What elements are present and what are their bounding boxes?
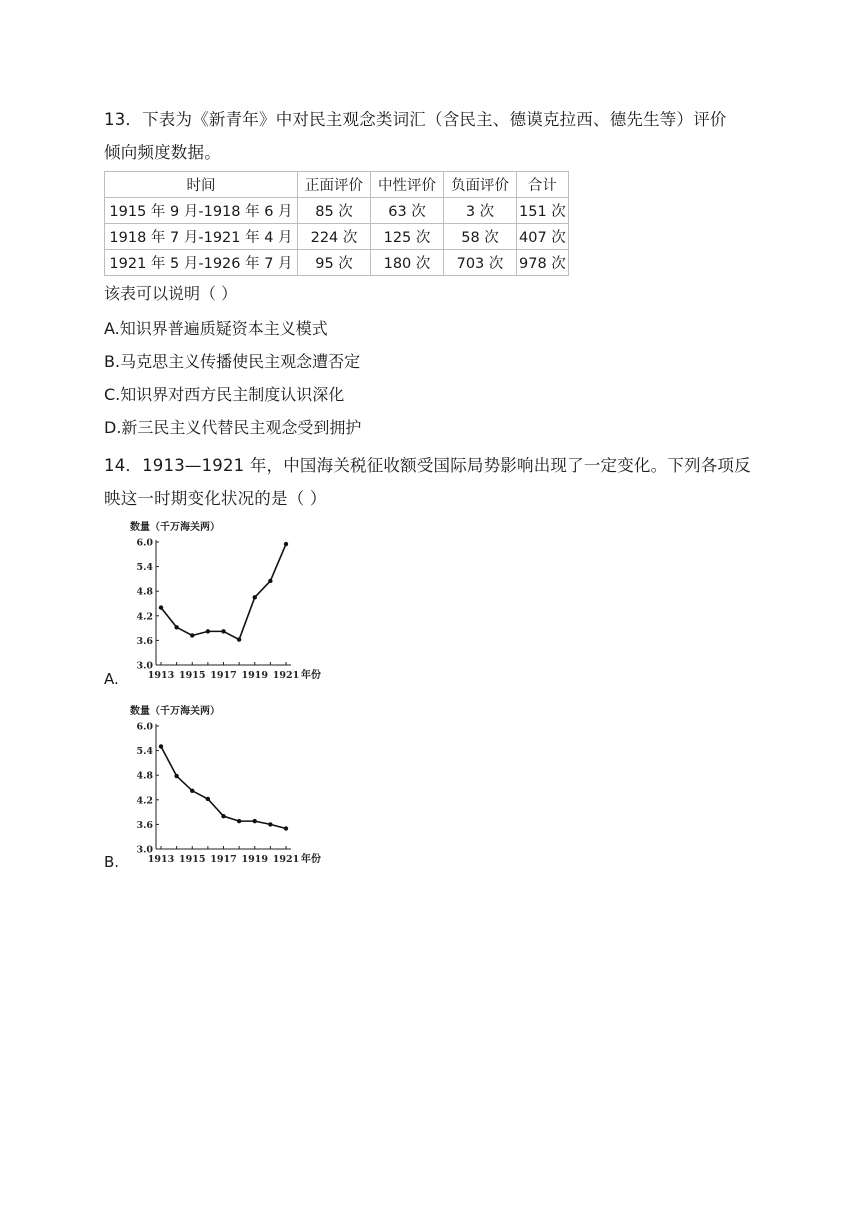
- question-13-prompt: 该表可以说明（ ）: [104, 284, 238, 303]
- y-tick-label: 5.4: [136, 746, 153, 758]
- chart-a-label: A.: [104, 670, 119, 688]
- data-point: [206, 629, 210, 633]
- table-cell: 125 次: [371, 224, 444, 250]
- y-tick-label: 3.6: [136, 635, 153, 647]
- option-b: B.马克思主义传播使民主观念遭否定: [104, 352, 361, 371]
- x-tick-label: 1917: [210, 854, 237, 865]
- data-point: [190, 789, 194, 793]
- y-tick-label: 4.2: [136, 611, 153, 623]
- data-point: [268, 822, 272, 826]
- table-row: [105, 250, 569, 276]
- y-tick-label: 3.0: [136, 660, 153, 672]
- data-point: [253, 595, 257, 599]
- table-cell: 978 次: [517, 250, 569, 276]
- table-cell: 3 次: [444, 198, 517, 224]
- x-tick-label: 1921: [272, 854, 300, 865]
- data-point: [268, 579, 272, 583]
- y-tick-label: 4.8: [136, 586, 153, 598]
- data-point: [221, 629, 225, 633]
- data-point: [159, 744, 163, 748]
- table-cell: 180 次: [371, 250, 444, 276]
- header-negative: 负面评价: [444, 172, 517, 198]
- table-cell: 703 次: [444, 250, 517, 276]
- y-axis-label: 数量（千万海关两）: [130, 522, 220, 533]
- series-line: [161, 544, 286, 640]
- data-point: [237, 637, 241, 641]
- table-cell: 407 次: [517, 224, 569, 250]
- x-axis-label: 年份: [301, 854, 321, 865]
- table-cell: 151 次: [517, 198, 569, 224]
- question-13-stem-line1: 13．下表为《新青年》中对民主观念类词汇（含民主、德谟克拉西、德先生等）评价: [104, 110, 727, 129]
- chart-b-label: B.: [104, 853, 120, 871]
- y-tick-label: 3.6: [136, 819, 153, 831]
- data-point: [253, 819, 257, 823]
- header-time: 时间: [105, 172, 298, 198]
- y-tick-label: 4.2: [136, 795, 153, 807]
- chart-option-a: [126, 518, 336, 688]
- question-14-stem-line1: 14．1913—1921 年，中国海关税征收额受国际局势影响出现了一定变化。下列各项反: [104, 456, 751, 475]
- data-point: [284, 826, 288, 830]
- table-cell: 95 次: [298, 250, 371, 276]
- y-tick-label: 4.8: [136, 770, 153, 782]
- table-cell: 224 次: [298, 224, 371, 250]
- chart-option-b: [126, 702, 336, 872]
- table-cell: 1915 年 9 月-1918 年 6 月: [105, 198, 298, 224]
- x-tick-label: 1913: [147, 854, 175, 865]
- y-tick-label: 3.0: [136, 844, 153, 856]
- data-point: [159, 605, 163, 609]
- data-point: [237, 819, 241, 823]
- data-point: [221, 814, 225, 818]
- x-tick-label: 1915: [179, 670, 206, 681]
- table-header-row: [105, 172, 569, 198]
- option-a: A.知识界普遍质疑资本主义模式: [104, 319, 328, 338]
- y-tick-label: 6.0: [136, 721, 153, 733]
- x-tick-label: 1913: [147, 670, 175, 681]
- frequency-table: [104, 171, 569, 276]
- header-total: 合计: [517, 172, 569, 198]
- data-point: [174, 774, 178, 778]
- table-cell: 58 次: [444, 224, 517, 250]
- x-tick-label: 1917: [210, 670, 237, 681]
- table-cell: 1918 年 7 月-1921 年 4 月: [105, 224, 298, 250]
- data-point: [206, 797, 210, 801]
- option-c: C.知识界对西方民主制度认识深化: [104, 385, 345, 404]
- y-axis-label: 数量（千万海关两）: [130, 706, 220, 717]
- x-tick-label: 1921: [272, 670, 300, 681]
- option-d: D.新三民主义代替民主观念受到拥护: [104, 418, 362, 437]
- data-point: [284, 542, 288, 546]
- x-tick-label: 1919: [241, 854, 268, 865]
- table-row: [105, 224, 569, 250]
- header-positive: 正面评价: [298, 172, 371, 198]
- table-cell: 63 次: [371, 198, 444, 224]
- y-tick-label: 5.4: [136, 562, 153, 574]
- y-tick-label: 6.0: [136, 537, 153, 549]
- x-tick-label: 1915: [179, 854, 206, 865]
- x-tick-label: 1919: [241, 670, 268, 681]
- table-row: [105, 198, 569, 224]
- data-point: [174, 625, 178, 629]
- x-axis-label: 年份: [301, 670, 321, 681]
- table-cell: 85 次: [298, 198, 371, 224]
- data-point: [190, 633, 194, 637]
- question-14-stem-line2: 映这一时期变化状况的是（ ）: [104, 489, 327, 508]
- table-cell: 1921 年 5 月-1926 年 7 月: [105, 250, 298, 276]
- header-neutral: 中性评价: [371, 172, 444, 198]
- question-13-stem-line2: 倾向频度数据。: [104, 143, 221, 162]
